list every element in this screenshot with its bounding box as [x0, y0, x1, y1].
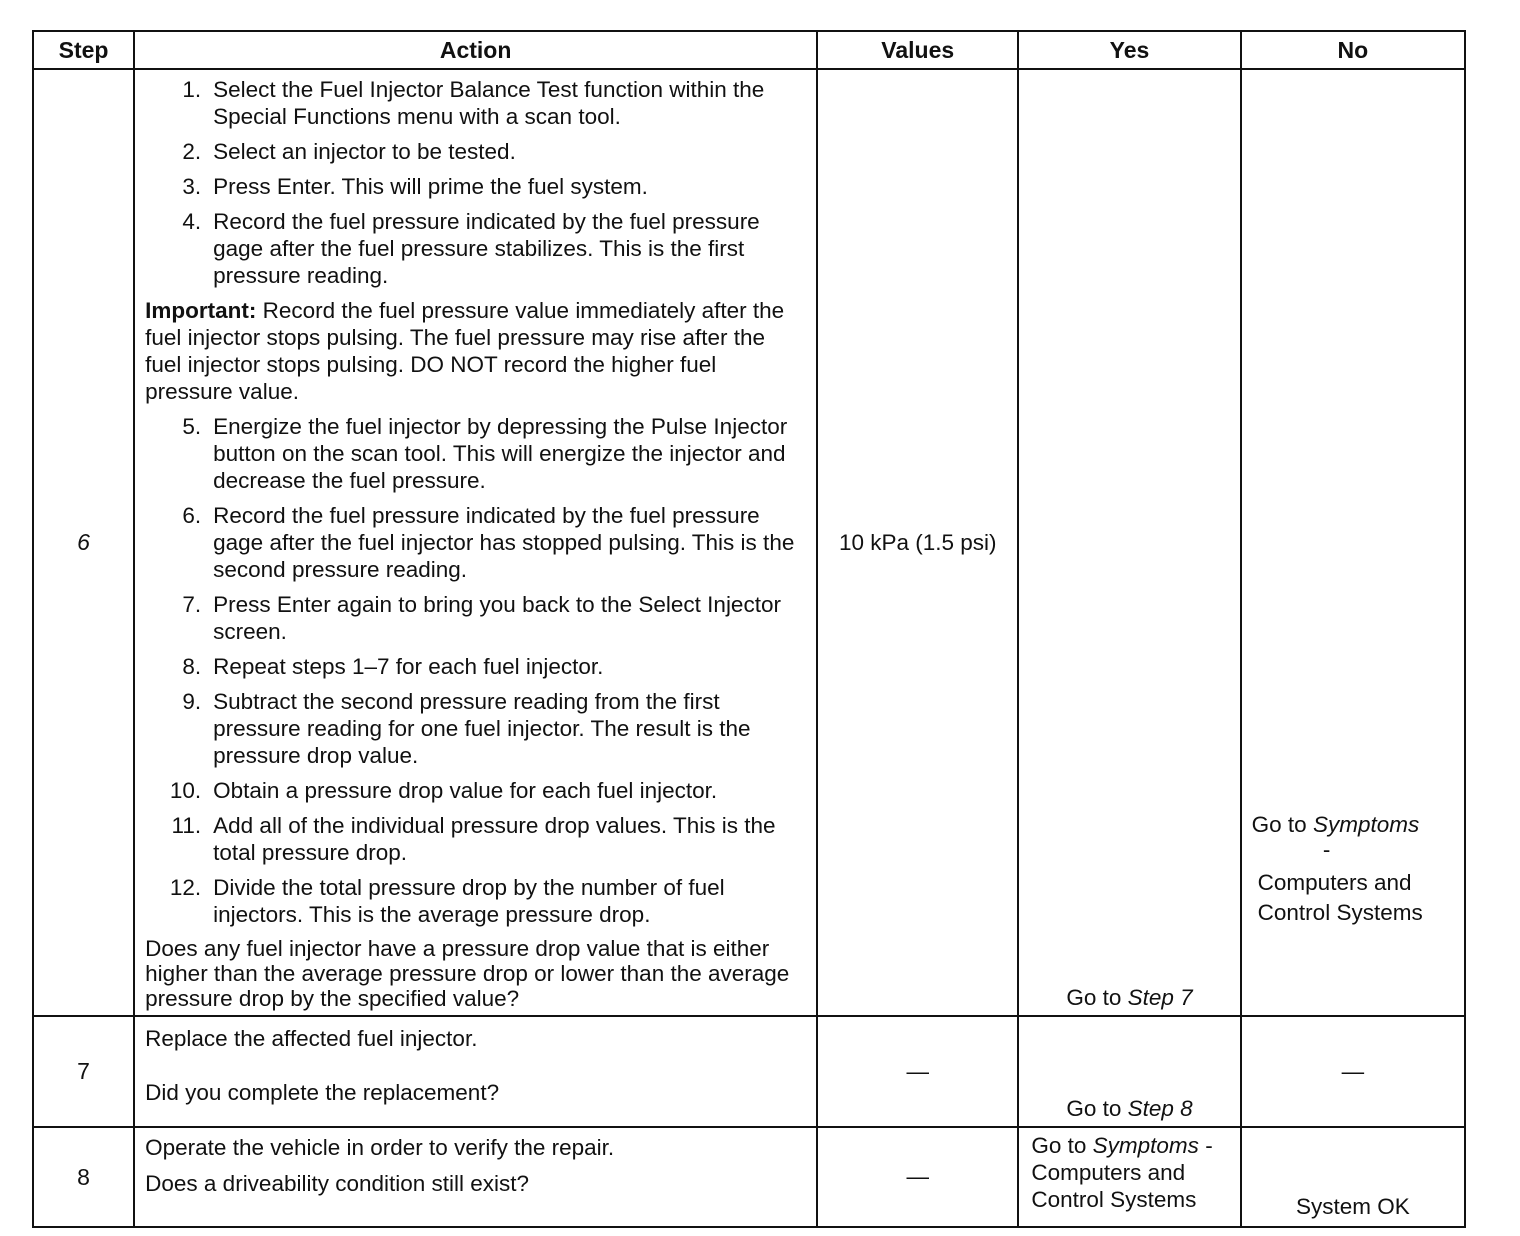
step-8-row [33, 1127, 1465, 1227]
step-6-no [1241, 69, 1465, 1016]
important-text: Record the fuel pressure value immediately after the fuel injector stops pulsing. The fuel pressure may rise after the fuel injector stops pulsing. DO NOT record the higher fuel pressure value. [145, 298, 785, 404]
list-item-number: 8. [182, 654, 202, 679]
header-values: Values [817, 31, 1018, 69]
list-item-text: Select the Fuel Injector Balance Test function within the Special Functions menu with a scan tool. [213, 77, 765, 129]
step-6-yes-link[interactable]: Step 7 [1127, 985, 1193, 1010]
step-8-yes-line2: Control Systems [1031, 1187, 1197, 1212]
list-item-number: 3. [182, 174, 202, 199]
step-6-no-line2: Control Systems [1257, 900, 1423, 925]
step-6-number: 6 [33, 69, 134, 1016]
header-step: Step [33, 31, 134, 69]
header-action: Action [134, 31, 817, 69]
header-no: No [1241, 31, 1465, 69]
step-8-value: — [817, 1127, 1018, 1227]
step-8-yes-dash: - [1198, 1133, 1213, 1158]
step-7-number: 7 [33, 1016, 134, 1127]
step-7-yes-prefix: Go to [1066, 1096, 1128, 1121]
step-8-instruction: Operate the vehicle in order to verify the repair. [145, 1135, 615, 1160]
list-item-text: Repeat steps 1–7 for each fuel injector. [213, 654, 604, 679]
list-item-text: Obtain a pressure drop value for each fuel injector. [213, 778, 718, 803]
list-item [145, 777, 806, 804]
step-8-yes-prefix: Go to [1031, 1133, 1093, 1158]
list-item [145, 688, 806, 769]
list-item-number: 4. [182, 209, 202, 234]
list-item-text: Press Enter. This will prime the fuel system. [213, 174, 648, 199]
list-item [145, 76, 806, 130]
step-6-row [33, 69, 1465, 1016]
list-item-text: Record the fuel pressure indicated by the fuel pressure gage after the fuel injector has stopped pulsing. This is the second pressure reading. [213, 503, 795, 582]
list-item-text: Divide the total pressure drop by the number of fuel injectors. This is the average pressure drop. [213, 875, 725, 927]
header-yes: Yes [1018, 31, 1240, 69]
step-6-value: 10 kPa (1.5 psi) [817, 69, 1018, 1016]
step-8-number: 8 [33, 1127, 134, 1227]
list-item [145, 208, 806, 289]
diagnostic-table [32, 30, 1466, 1228]
list-item-text: Record the fuel pressure indicated by the fuel pressure gage after the fuel pressure stabilizes. This is the first pressure reading. [213, 209, 760, 288]
important-label: Important: [145, 298, 257, 323]
step-8-yes-link[interactable]: Symptoms [1092, 1133, 1199, 1158]
list-item [145, 812, 806, 866]
list-item [145, 173, 806, 200]
list-item [145, 413, 806, 494]
header-row [33, 31, 1465, 69]
step-6-action [134, 69, 817, 1016]
list-item-number: 12. [169, 875, 202, 900]
list-item [145, 653, 806, 680]
step-7-no: — [1241, 1016, 1465, 1127]
step-6-important [145, 297, 806, 405]
step-6-no-line1: Computers and [1257, 870, 1412, 895]
list-item [145, 138, 806, 165]
list-item-number: 10. [169, 778, 202, 803]
list-item [145, 874, 806, 928]
list-item-number: 6. [182, 503, 202, 528]
step-6-yes-prefix: Go to [1066, 985, 1128, 1010]
list-item [145, 591, 806, 645]
step-6-question: Does any fuel injector have a pressure drop value that is either higher than the average pressure drop or lower than the average pressure drop by the specified value? [145, 936, 790, 1011]
list-item-text: Energize the fuel injector by depressing the Pulse Injector button on the scan tool. This will energize the injector and decrease the fuel pressure. [213, 414, 788, 493]
step-7-row [33, 1016, 1465, 1127]
step-6-no-link[interactable]: Symptoms [1312, 812, 1420, 837]
step-6-no-dash: - [1322, 837, 1331, 862]
list-item-number: 7. [182, 592, 202, 617]
step-7-instruction: Replace the affected fuel injector. [145, 1026, 478, 1051]
step-8-action [134, 1127, 817, 1227]
step-7-question: Did you complete the replacement? [145, 1080, 500, 1105]
list-item-number: 1. [182, 77, 202, 102]
step-6-no-prefix: Go to [1251, 812, 1313, 837]
step-8-yes-line1: Computers and [1031, 1160, 1186, 1185]
step-6-no-block [1252, 810, 1457, 928]
list-item-text: Subtract the second pressure reading from the first pressure reading for one fuel injector. The result is the pressure drop value. [213, 689, 751, 768]
list-item-text: Select an injector to be tested. [213, 139, 516, 164]
list-item-number: 2. [182, 139, 202, 164]
step-6-yes [1018, 69, 1240, 1016]
step-7-yes [1018, 1016, 1240, 1127]
step-6-list-a [145, 76, 806, 289]
list-item [145, 502, 806, 583]
step-6-list-b [145, 413, 806, 928]
list-item-text: Add all of the individual pressure drop values. This is the total pressure drop. [213, 813, 776, 865]
step-7-action [134, 1016, 817, 1127]
list-item-number: 5. [182, 414, 202, 439]
step-7-yes-link[interactable]: Step 8 [1127, 1096, 1193, 1121]
list-item-text: Press Enter again to bring you back to the Select Injector screen. [213, 592, 781, 644]
step-8-yes [1018, 1127, 1240, 1227]
list-item-number: 9. [182, 689, 202, 714]
list-item-number: 11. [171, 813, 202, 838]
step-8-no: System OK [1241, 1127, 1465, 1227]
step-7-value: — [817, 1016, 1018, 1127]
step-8-question: Does a driveability condition still exist? [145, 1171, 530, 1196]
